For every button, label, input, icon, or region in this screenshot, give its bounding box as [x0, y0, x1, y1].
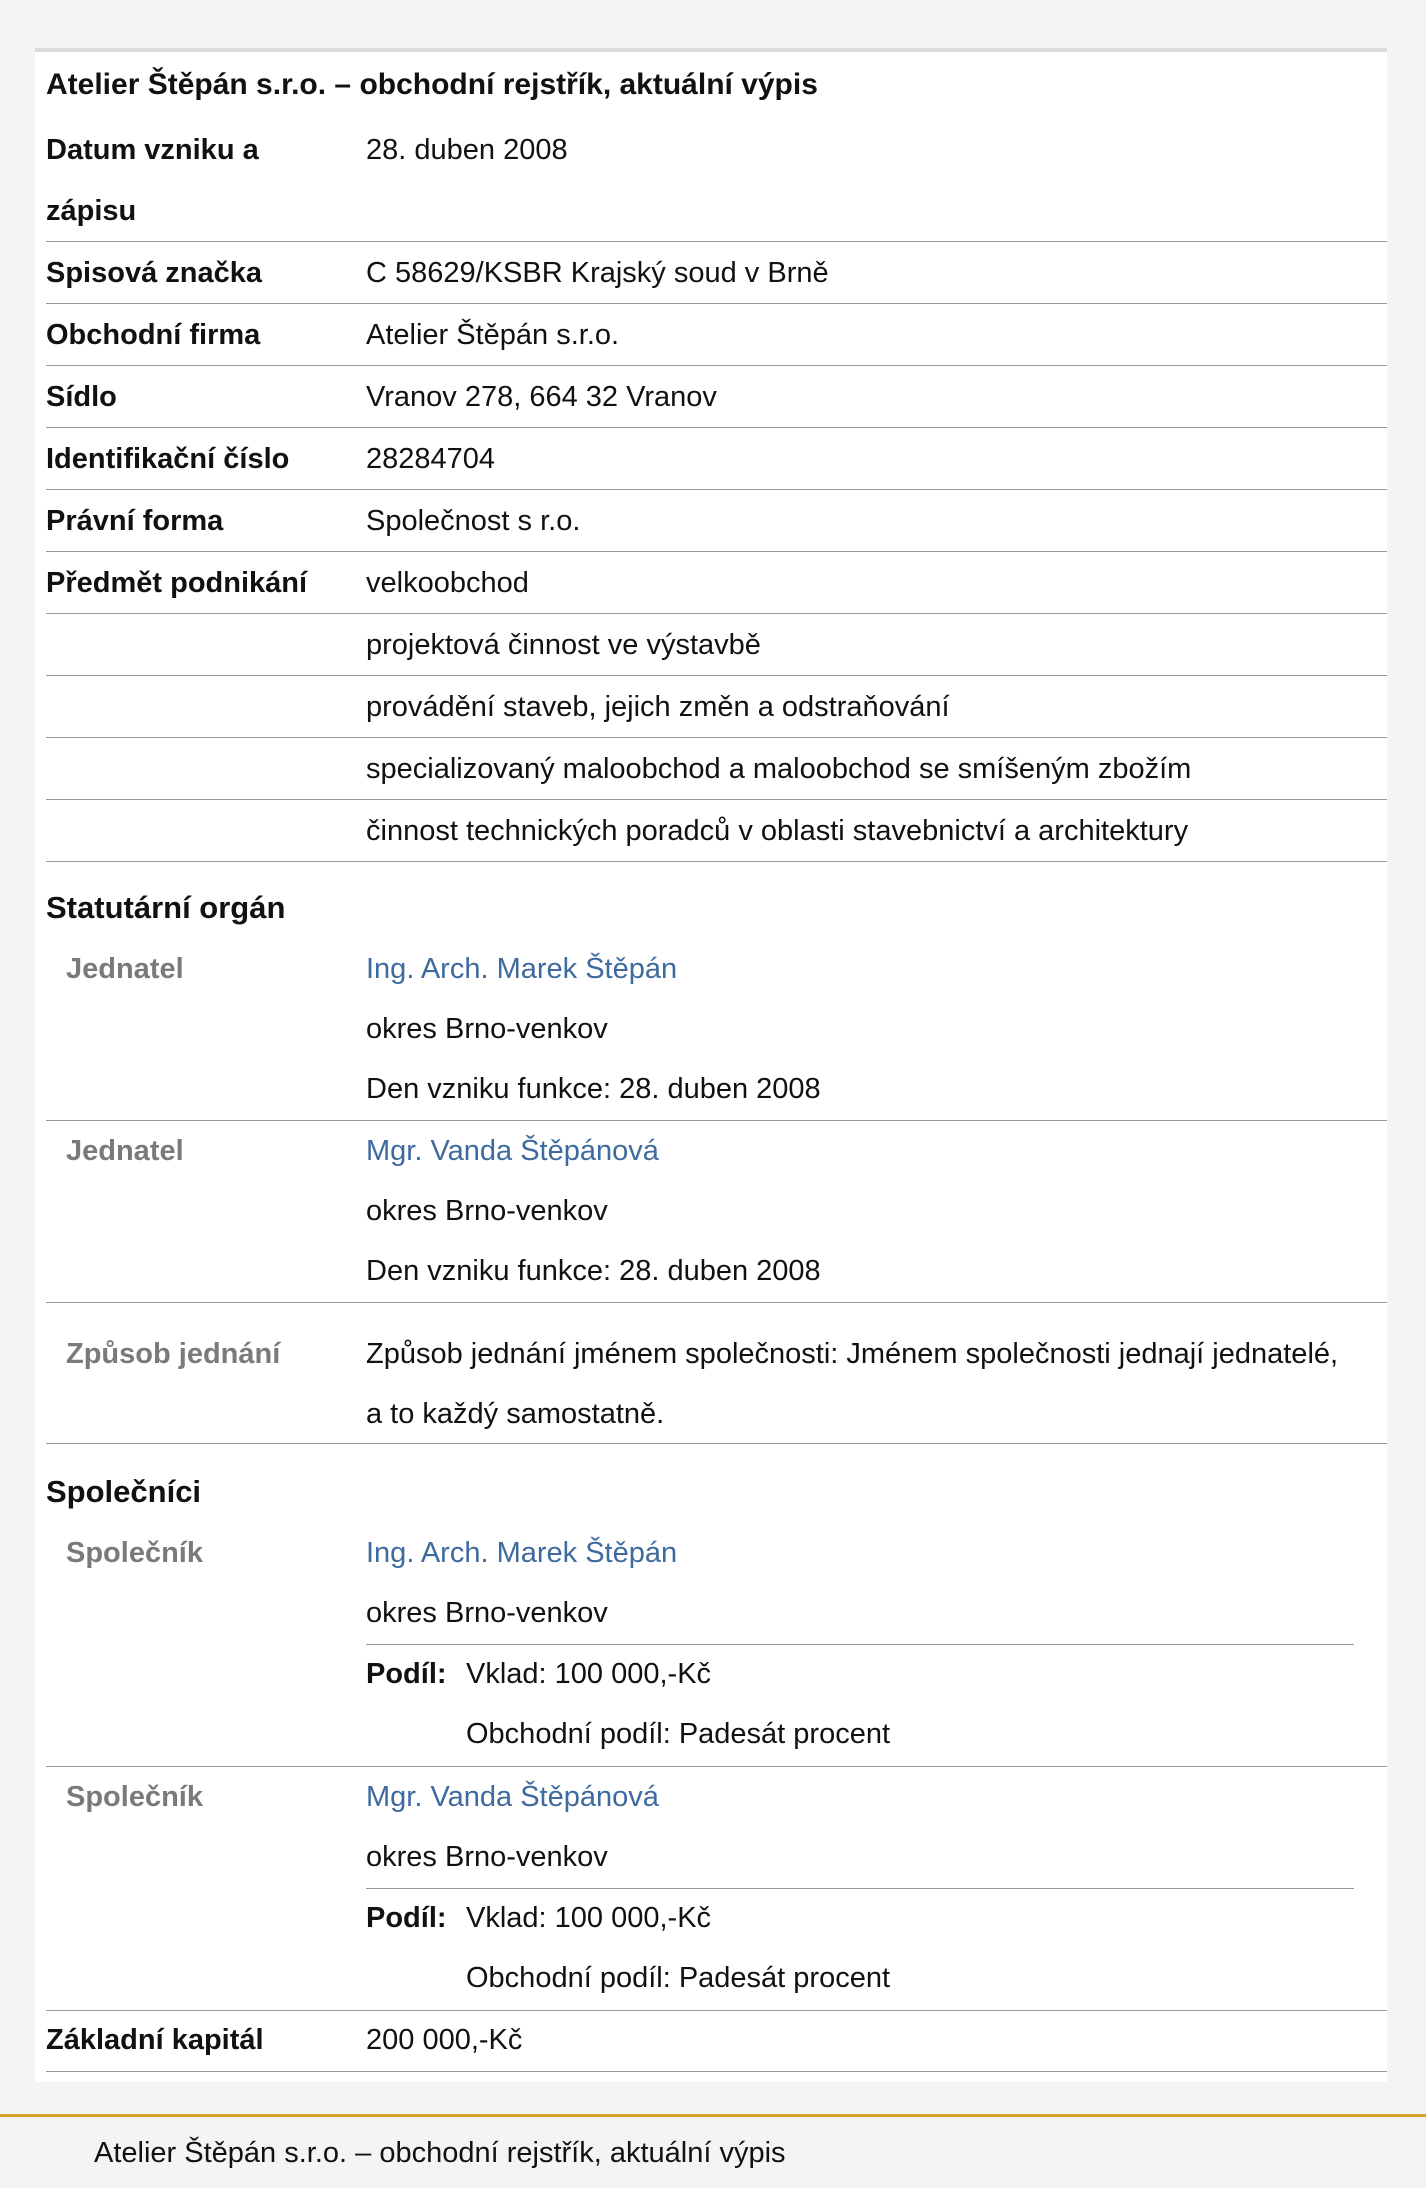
predmet-item: projektová činnost ve výstavbě [366, 629, 761, 661]
divider [46, 551, 1387, 552]
divider [46, 737, 1387, 738]
divider [46, 861, 1387, 862]
share-vklad: Vklad: 100 000,-Kč [466, 1902, 712, 1934]
predmet-item: činnost technických poradců v oblasti stavebnictví a architektury [366, 815, 1189, 847]
predmet-item: provádění staveb, jejich změn a odstraňování [366, 691, 950, 723]
partner-name-link[interactable]: Mgr. Vanda Štěpánová [366, 1781, 659, 1813]
member-district: okres Brno-venkov [366, 1013, 608, 1045]
register-card [35, 48, 1387, 2082]
member-district: okres Brno-venkov [366, 1195, 608, 1227]
zpusob-label: Způsob jednání [66, 1338, 281, 1370]
firma-value: Atelier Štěpán s.r.o. [366, 319, 620, 351]
member-name-link[interactable]: Ing. Arch. Marek Štěpán [366, 953, 678, 985]
partner-role: Společník [66, 1781, 203, 1813]
spis-label: Spisová značka [46, 257, 262, 289]
divider [46, 675, 1387, 676]
divider [366, 1888, 1354, 1889]
divider [46, 1443, 1387, 1444]
partner-role: Společník [66, 1537, 203, 1569]
share-vklad: Vklad: 100 000,-Kč [466, 1658, 712, 1690]
divider [46, 2071, 1387, 2072]
divider [366, 1644, 1354, 1645]
partner-district: okres Brno-venkov [366, 1841, 608, 1873]
divider [46, 489, 1387, 490]
firma-label: Obchodní firma [46, 319, 261, 351]
divider [46, 1766, 1387, 1767]
partner-name-link[interactable]: Ing. Arch. Marek Štěpán [366, 1537, 678, 1569]
divider [46, 241, 1387, 242]
datum-value: 28. duben 2008 [366, 134, 568, 166]
member-role: Jednatel [66, 953, 184, 985]
divider [46, 1120, 1387, 1121]
partner-district: okres Brno-venkov [366, 1597, 608, 1629]
divider [46, 613, 1387, 614]
ic-value: 28284704 [366, 443, 496, 475]
sidlo-value: Vranov 278, 664 32 Vranov [366, 381, 717, 413]
kapital-label: Základní kapitál [46, 2024, 264, 2056]
divider [46, 799, 1387, 800]
sidlo-label: Sídlo [46, 381, 117, 413]
member-role: Jednatel [66, 1135, 184, 1167]
datum-label-2: zápisu [46, 195, 137, 227]
share-podil: Obchodní podíl: Padesát procent [466, 1718, 891, 1750]
share-label: Podíl: [366, 1902, 447, 1934]
datum-label-1: Datum vzniku a [46, 134, 259, 166]
divider [46, 303, 1387, 304]
zpusob-line-1: Způsob jednání jménem společnosti: Jménem společnosti jednají jednatelé, [366, 1338, 1339, 1370]
footer-title: Atelier Štěpán s.r.o. – obchodní rejstřík, aktuální výpis [94, 2137, 786, 2169]
member-since: Den vzniku funkce: 28. duben 2008 [366, 1073, 821, 1105]
statutarni-heading: Statutární orgán [46, 890, 286, 925]
page-title: Atelier Štěpán s.r.o. – obchodní rejstřík, aktuální výpis [46, 68, 818, 101]
predmet-item: velkoobchod [366, 567, 529, 599]
forma-value: Společnost s r.o. [366, 505, 581, 537]
kapital-value: 200 000,-Kč [366, 2024, 523, 2056]
predmet-item: specializovaný maloobchod a maloobchod se smíšeným zbožím [366, 753, 1192, 785]
divider [46, 427, 1387, 428]
ic-label: Identifikační číslo [46, 443, 290, 475]
spis-value: C 58629/KSBR Krajský soud v Brně [366, 257, 829, 289]
forma-label: Právní forma [46, 505, 224, 537]
zpusob-line-2: a to každý samostatně. [366, 1398, 665, 1430]
share-label: Podíl: [366, 1658, 447, 1690]
predmet-label: Předmět podnikání [46, 567, 308, 599]
spolecnici-heading: Společníci [46, 1474, 202, 1509]
member-name-link[interactable]: Mgr. Vanda Štěpánová [366, 1135, 659, 1167]
share-podil: Obchodní podíl: Padesát procent [466, 1962, 891, 1994]
divider [46, 1302, 1387, 1303]
divider [46, 2010, 1387, 2011]
divider [46, 365, 1387, 366]
member-since: Den vzniku funkce: 28. duben 2008 [366, 1255, 821, 1287]
